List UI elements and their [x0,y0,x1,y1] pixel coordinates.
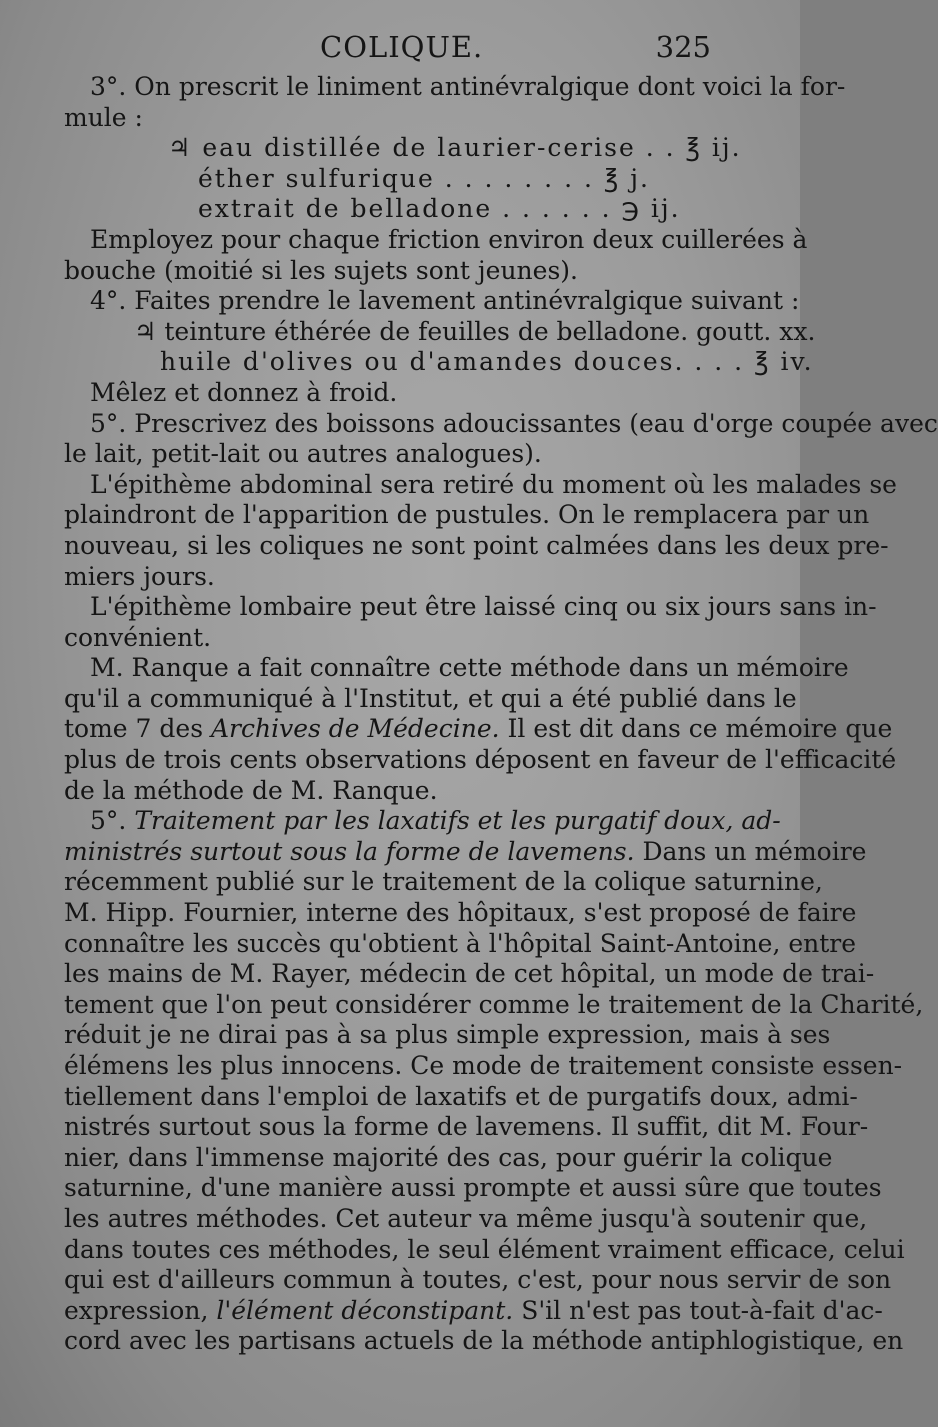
text-line: saturnine, d'une manière aussi prompte et aussi sûre que toutes [64,1173,882,1203]
text-run: Il est dit dans ce mémoire que [507,714,893,744]
text-line: nistrés surtout sous la forme de lavemens. Il suffit, dit M. Four- [64,1112,869,1142]
text-line: réduit je ne dirai pas à sa plus simple expression, mais à ses [64,1020,831,1050]
text-line: cord avec les partisans actuels de la méthode antiphlogistique, en [64,1326,904,1356]
text-line: 3°. On prescrit le liniment antinévralgique dont voici la for- [90,72,846,101]
text-line: L'épithème abdominal sera retiré du moment où les malades se [90,469,897,499]
page-body [64,72,938,1357]
text-run: expression, [64,1295,209,1325]
text-line: qui est d'ailleurs commun à toutes, c'est, pour nous servir de son [64,1265,892,1295]
text-line: dans toutes ces méthodes, le seul élément vraiment efficace, celui [64,1234,905,1264]
text-line: qu'il a communiqué à l'Institut, et qui a été publié dans le [64,683,797,713]
text-line [64,1295,883,1327]
text-line: L'épithème lombaire peut être laissé cinq ou six jours sans in- [90,592,877,622]
text-line: tiellement dans l'emploi de laxatifs et de purgatifs doux, admi- [64,1081,858,1111]
page-number: 325 [655,30,711,64]
prescription-line: huile d'olives ou d'amandes douces. . . . ℥ iv. [160,347,814,377]
running-head: COLIQUE. [320,30,484,64]
text-line: miers jours. [64,561,215,591]
text-line: nouveau, si les coliques ne sont point calmées dans les deux pre- [64,530,889,560]
text-line: mule : [64,102,143,132]
text-line: Mêlez et donnez à froid. [90,377,398,407]
text-line: récemment publié sur le traitement de la colique saturnine, [64,867,823,897]
text-line: connaître les succès qu'obtient à l'hôpital Saint-Antoine, entre [64,928,857,958]
text-line: le lait, petit-lait ou autres analogues). [64,439,542,469]
emphasized-term: l'élément déconstipant. [216,1295,514,1325]
prescription-line: éther sulfurique . . . . . . . . ℥ j. [198,163,650,193]
prescription-line: ♃ teinture éthérée de feuilles de belladone. goutt. xx. [134,316,816,346]
text-line: bouche (moitié si les sujets sont jeunes). [64,255,578,285]
text-line: tement que l'on peut considérer comme le traitement de la Charité, [64,989,924,1019]
text-line: de la méthode de M. Ranque. [64,775,438,805]
section-heading-line [64,806,781,837]
text-run: Dans un mémoire [642,836,867,866]
text-line: M. Hipp. Fournier, interne des hôpitaux, s'est proposé de faire [64,898,857,928]
text-line: plus de trois cents observations déposent en faveur de l'efficacité [64,745,897,775]
section-number: 5°. [90,806,127,836]
section-title: Traitement par les laxatifs et les purgatif doux, ad- [134,806,781,836]
text-line: 5°. Prescrivez des boissons adoucissantes (eau d'orge coupée avec [90,408,938,438]
text-run: tome 7 des [64,714,204,744]
text-line: les autres méthodes. Cet auteur va même jusqu'à soutenir que, [64,1203,868,1233]
prescription-line: ♃ eau distillée de laurier-cerise . . ℥ ij. [168,133,742,163]
text-line: plaindront de l'apparition de pustules. On le remplacera par un [64,500,870,530]
text-line: nier, dans l'immense majorité des cas, pour guérir la colique [64,1142,833,1172]
text-line: convénient. [64,622,212,652]
page-header [64,22,711,72]
text-line: les mains de M. Rayer, médecin de cet hôpital, un mode de trai- [64,959,875,989]
text-line: Employez pour chaque friction environ deux cuillerées à [90,224,808,254]
text-run: S'il n'est pas tout-à-fait d'ac- [521,1295,883,1325]
text-line [64,714,893,745]
text-line: M. Ranque a fait connaître cette méthode dans un mémoire [90,653,849,683]
text-line: élémens les plus innocens. Ce mode de traitement consiste essen- [64,1051,903,1080]
section-title-cont: ministrés surtout sous la forme de lavemens. [64,836,635,866]
journal-title: Archives de Médecine. [210,714,500,744]
prescription-line: extrait de belladone . . . . . . ℈ ij. [198,194,681,224]
text-line [64,836,867,868]
text-line: 4°. Faites prendre le lavement antinévralgique suivant : [90,286,800,316]
